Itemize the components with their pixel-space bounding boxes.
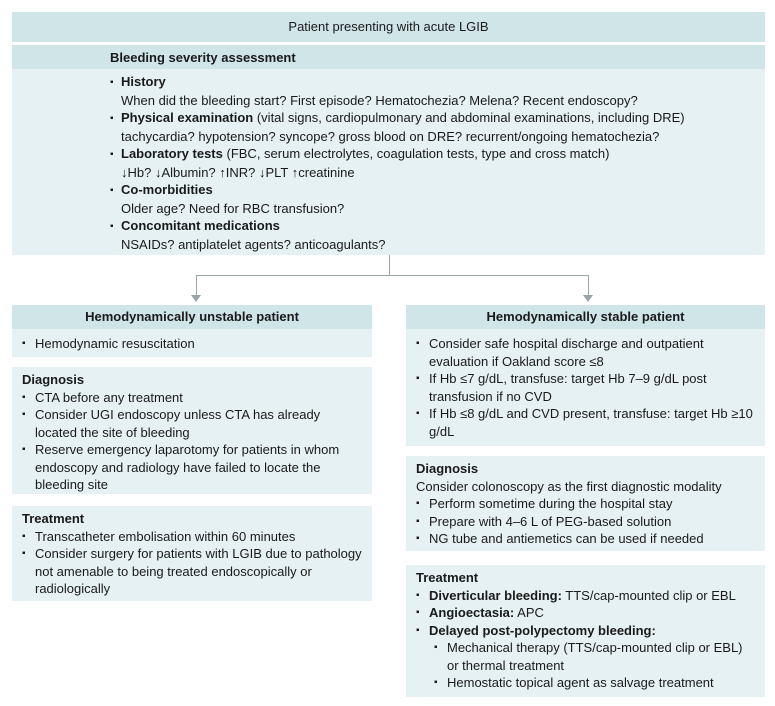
unstable-diagnosis-box [12, 367, 372, 494]
severity-detail: Older age? Need for RBC transfusion? [121, 200, 345, 216]
list-item: ▪ Diverticular bleeding: TTS/cap-mounted clip or EBL [416, 587, 755, 605]
list-item: ▪ If Hb ≤8 g/dL and CVD present, transfuse: target Hb ≥10 g/dL [416, 405, 755, 440]
list-item: ▪ If Hb ≤7 g/dL, transfuse: target Hb 7–9 g/dL post transfusion if no CVD [416, 370, 755, 405]
top-box [12, 12, 765, 42]
list-item: ▪ Consider UGI endoscopy unless CTA has already located the site of bleeding [22, 406, 362, 441]
list-item: ▪ Transcatheter embolisation within 60 minutes [22, 528, 362, 546]
connector-right [588, 275, 589, 296]
list-item: ▪ CTA before any treatment [22, 389, 362, 407]
severity-list [110, 73, 750, 253]
stable-treatment-heading: Treatment [416, 570, 479, 585]
severity-detail: When did the bleeding start? First episode? Hematochezia? Melena? Recent endoscopy? [121, 92, 638, 108]
severity-box [12, 45, 765, 255]
unstable-list [22, 335, 362, 353]
severity-item: ▪ Co-morbidities [110, 181, 750, 200]
stable-treatment-list [416, 587, 755, 640]
list-item: ▪ Reserve emergency laparotomy for patients in whom endoscopy and radiology have failed to locate the bleeding site [22, 441, 362, 494]
unstable-treatment-heading: Treatment [22, 511, 85, 526]
list-item: ▪ Hemodynamic resuscitation [22, 335, 362, 353]
connector-stem [389, 255, 390, 275]
stable-box [406, 329, 765, 446]
unstable-heading: Hemodynamically unstable patient [85, 309, 299, 325]
connector-horizontal [196, 275, 589, 276]
severity-heading: Bleeding severity assessment [110, 50, 296, 65]
stable-heading: Hemodynamically stable patient [486, 309, 685, 325]
list-item: ▪ NG tube and antiemetics can be used if needed [416, 530, 755, 548]
list-item: ▪ Hemostatic topical agent as salvage treatment [434, 674, 755, 692]
stable-diagnosis-heading: Diagnosis [416, 461, 479, 476]
stable-diagnosis-intro: Consider colonoscopy as the first diagnostic modality [416, 478, 722, 494]
stable-treatment-box [406, 565, 765, 697]
list-item: ▪ Delayed post-polypectomy bleeding: [416, 622, 755, 640]
list-item: ▪ Angioectasia: APC [416, 604, 755, 622]
stable-treatment-sublist [416, 639, 755, 692]
list-item: ▪ Consider surgery for patients with LGIB due to pathology not amenable to being treated endoscopically or radiologically [22, 545, 362, 598]
unstable-heading-box [12, 305, 372, 329]
list-item: ▪ Perform sometime during the hospital stay [416, 495, 755, 513]
severity-detail: NSAIDs? antiplatelet agents? anticoagulants? [121, 236, 386, 252]
stable-list [416, 335, 755, 440]
unstable-treatment-box [12, 506, 372, 601]
severity-item: ▪ Laboratory tests (FBC, serum electrolytes, coagulation tests, type and cross match) [110, 145, 750, 164]
unstable-diagnosis-list [22, 389, 362, 494]
severity-item: ▪ Physical examination (vital signs, cardiopulmonary and abdominal examinations, including DRE) [110, 109, 750, 128]
severity-item: ▪ History [110, 73, 750, 92]
unstable-diagnosis-heading: Diagnosis [22, 372, 85, 387]
list-item: ▪ Consider safe hospital discharge and outpatient evaluation if Oakland score ≤8 [416, 335, 755, 370]
unstable-treatment-list [22, 528, 362, 598]
severity-detail: ↓Hb? ↓Albumin? ↑INR? ↓PLT ↑creatinine [121, 164, 355, 180]
arrow-left-icon [191, 295, 201, 302]
top-title: Patient presenting with acute LGIB [288, 19, 489, 35]
severity-item: ▪ Concomitant medications [110, 217, 750, 236]
stable-heading-box [406, 305, 765, 329]
stable-diagnosis-box [406, 456, 765, 551]
connector-left [196, 275, 197, 296]
severity-detail: tachycardia? hypotension? syncope? gross blood on DRE? recurrent/ongoing hematochezia? [121, 128, 660, 144]
arrow-right-icon [583, 295, 593, 302]
list-item: ▪ Mechanical therapy (TTS/cap-mounted clip or EBL) or thermal treatment [434, 639, 755, 674]
stable-diagnosis-list [416, 495, 755, 548]
list-item: ▪ Prepare with 4–6 L of PEG-based solution [416, 513, 755, 531]
unstable-box [12, 329, 372, 357]
